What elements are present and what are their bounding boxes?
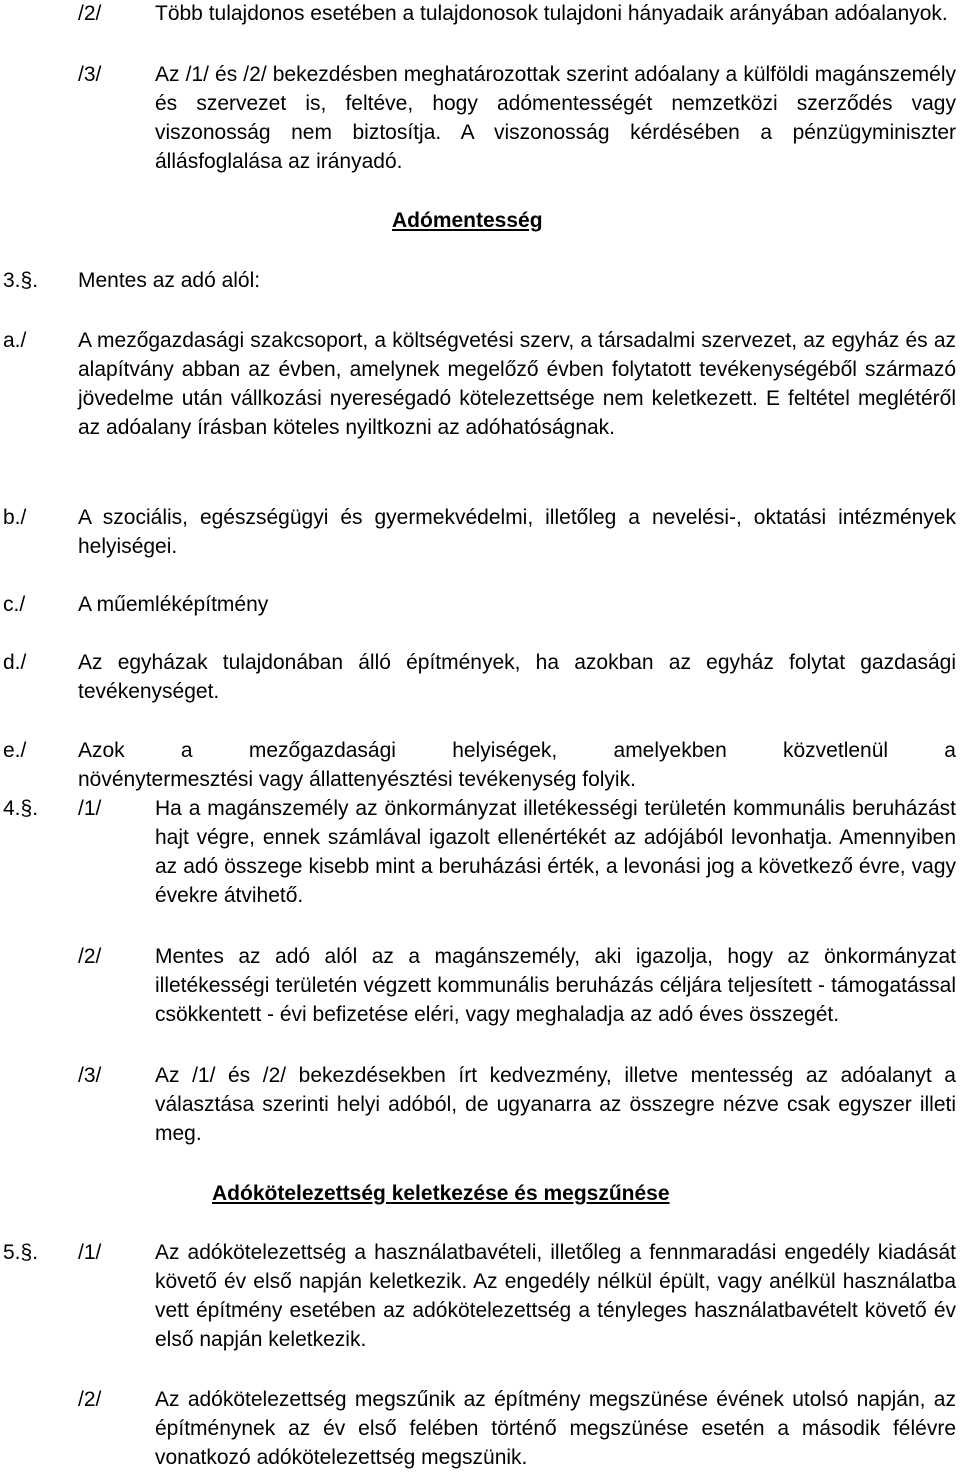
paragraph-text: Az /1/ és /2/ bekezdésekben írt kedvezmény, illetve mentesség az adóalanyt a választása szerinti helyi adóból, de ugyanarra az összegre nézve csak egyszer illeti meg.	[155, 1064, 956, 1145]
section-heading: Adókötelezettség keletkezése és megszűnése	[212, 1182, 670, 1205]
item-text: A szociális, egészségügyi és gyermekvédelmi, illetőleg a nevelési-, oktatási intézmények helyiségei.	[78, 506, 956, 558]
item-label: e./	[3, 739, 27, 762]
paragraph-label: /3/	[78, 1064, 102, 1087]
paragraph-text: Több tulajdonos esetében a tulajdonosok tulajdoni hányadaik arányában adóalanyok.	[155, 2, 948, 25]
paragraph-label: /2/	[78, 2, 102, 25]
paragraph-text: Az /1/ és /2/ bekezdésben meghatározottak szerint adóalany a külföldi magánszemély és szervezet is, feltéve, hogy adómentességét nemzetközi szerződés vagy viszonosság nem biztosítja. A viszonosság kérdésében a pénzügyminiszter állásfoglalása az irányadó.	[155, 63, 956, 173]
item-text-continued: növénytermesztési vagy állattenyésztési tevékenység folyik.	[78, 768, 636, 791]
item-text: A műemléképítmény	[78, 593, 269, 616]
item-label: a./	[3, 329, 27, 352]
item-label: b./	[3, 506, 27, 529]
paragraph-label: /1/	[78, 797, 102, 820]
paragraph-text: Mentes az adó alól az a magánszemély, aki igazolja, hogy az önkormányzat illetékességi területén végzett kommunális beruházás céljára teljesített - támogatással csökkentett - évi befizetése eléri, vagy meghaladja az adó éves összegét.	[155, 945, 956, 1026]
paragraph-label: /2/	[78, 1388, 102, 1411]
paragraph-text: Az adókötelezettség megszűnik az építmény megszünése évének utolsó napján, az építménynek az év első felében történő megszünése esetén a második félévre vonatkozó adókötelezettség megszünik.	[155, 1388, 956, 1469]
item-text: Az egyházak tulajdonában álló építmények, ha azokban az egyház folytat gazdasági tevékenységet.	[78, 651, 956, 703]
paragraph-label: /2/	[78, 945, 102, 968]
item-label: d./	[3, 651, 27, 674]
paragraph-text: Az adókötelezettség a használatbavételi, illetőleg a fennmaradási engedély kiadását követő év első napján keletkezik. Az engedély nélkül épült, vagy anélkül használatba vett építmény esetében az adókötelezettség a tényleges használatbavételt követő év első napján keletkezik.	[155, 1241, 956, 1351]
section-heading: Adómentesség	[392, 209, 543, 232]
paragraph-label: /1/	[78, 1241, 102, 1264]
paragraph-text: Ha a magánszemély az önkormányzat illetékességi területén kommunális beruházást hajt végre, ennek számlával igazolt ellenértékét az adójából levonhatja. Amennyiben az adó összege kisebb mint a beruházási érték, a levonási jog a következő évre, vagy évekre átvihető.	[155, 797, 956, 907]
section-number: 3.§.	[3, 269, 39, 292]
section-number: 4.§.	[3, 797, 39, 820]
section-number: 5.§.	[3, 1241, 39, 1264]
item-text: A mezőgazdasági szakcsoport, a költségvetési szerv, a társadalmi szervezet, az egyház és az alapítvány abban az évben, amelynek megelőző évben folytatott tevékenységéből származó jövedelme után vállkozási nyereségadó kötelezettsége nem keletkezett. E feltétel meglétéről az adóalany írásban köteles nyiltkozni az adóhatóságnak.	[78, 329, 956, 439]
item-text: Azok a mezőgazdasági helyiségek, amelyekben közvetlenül a	[78, 739, 956, 762]
section-intro: Mentes az adó alól:	[78, 269, 261, 292]
item-label: c./	[3, 593, 26, 616]
paragraph-label: /3/	[78, 63, 102, 86]
